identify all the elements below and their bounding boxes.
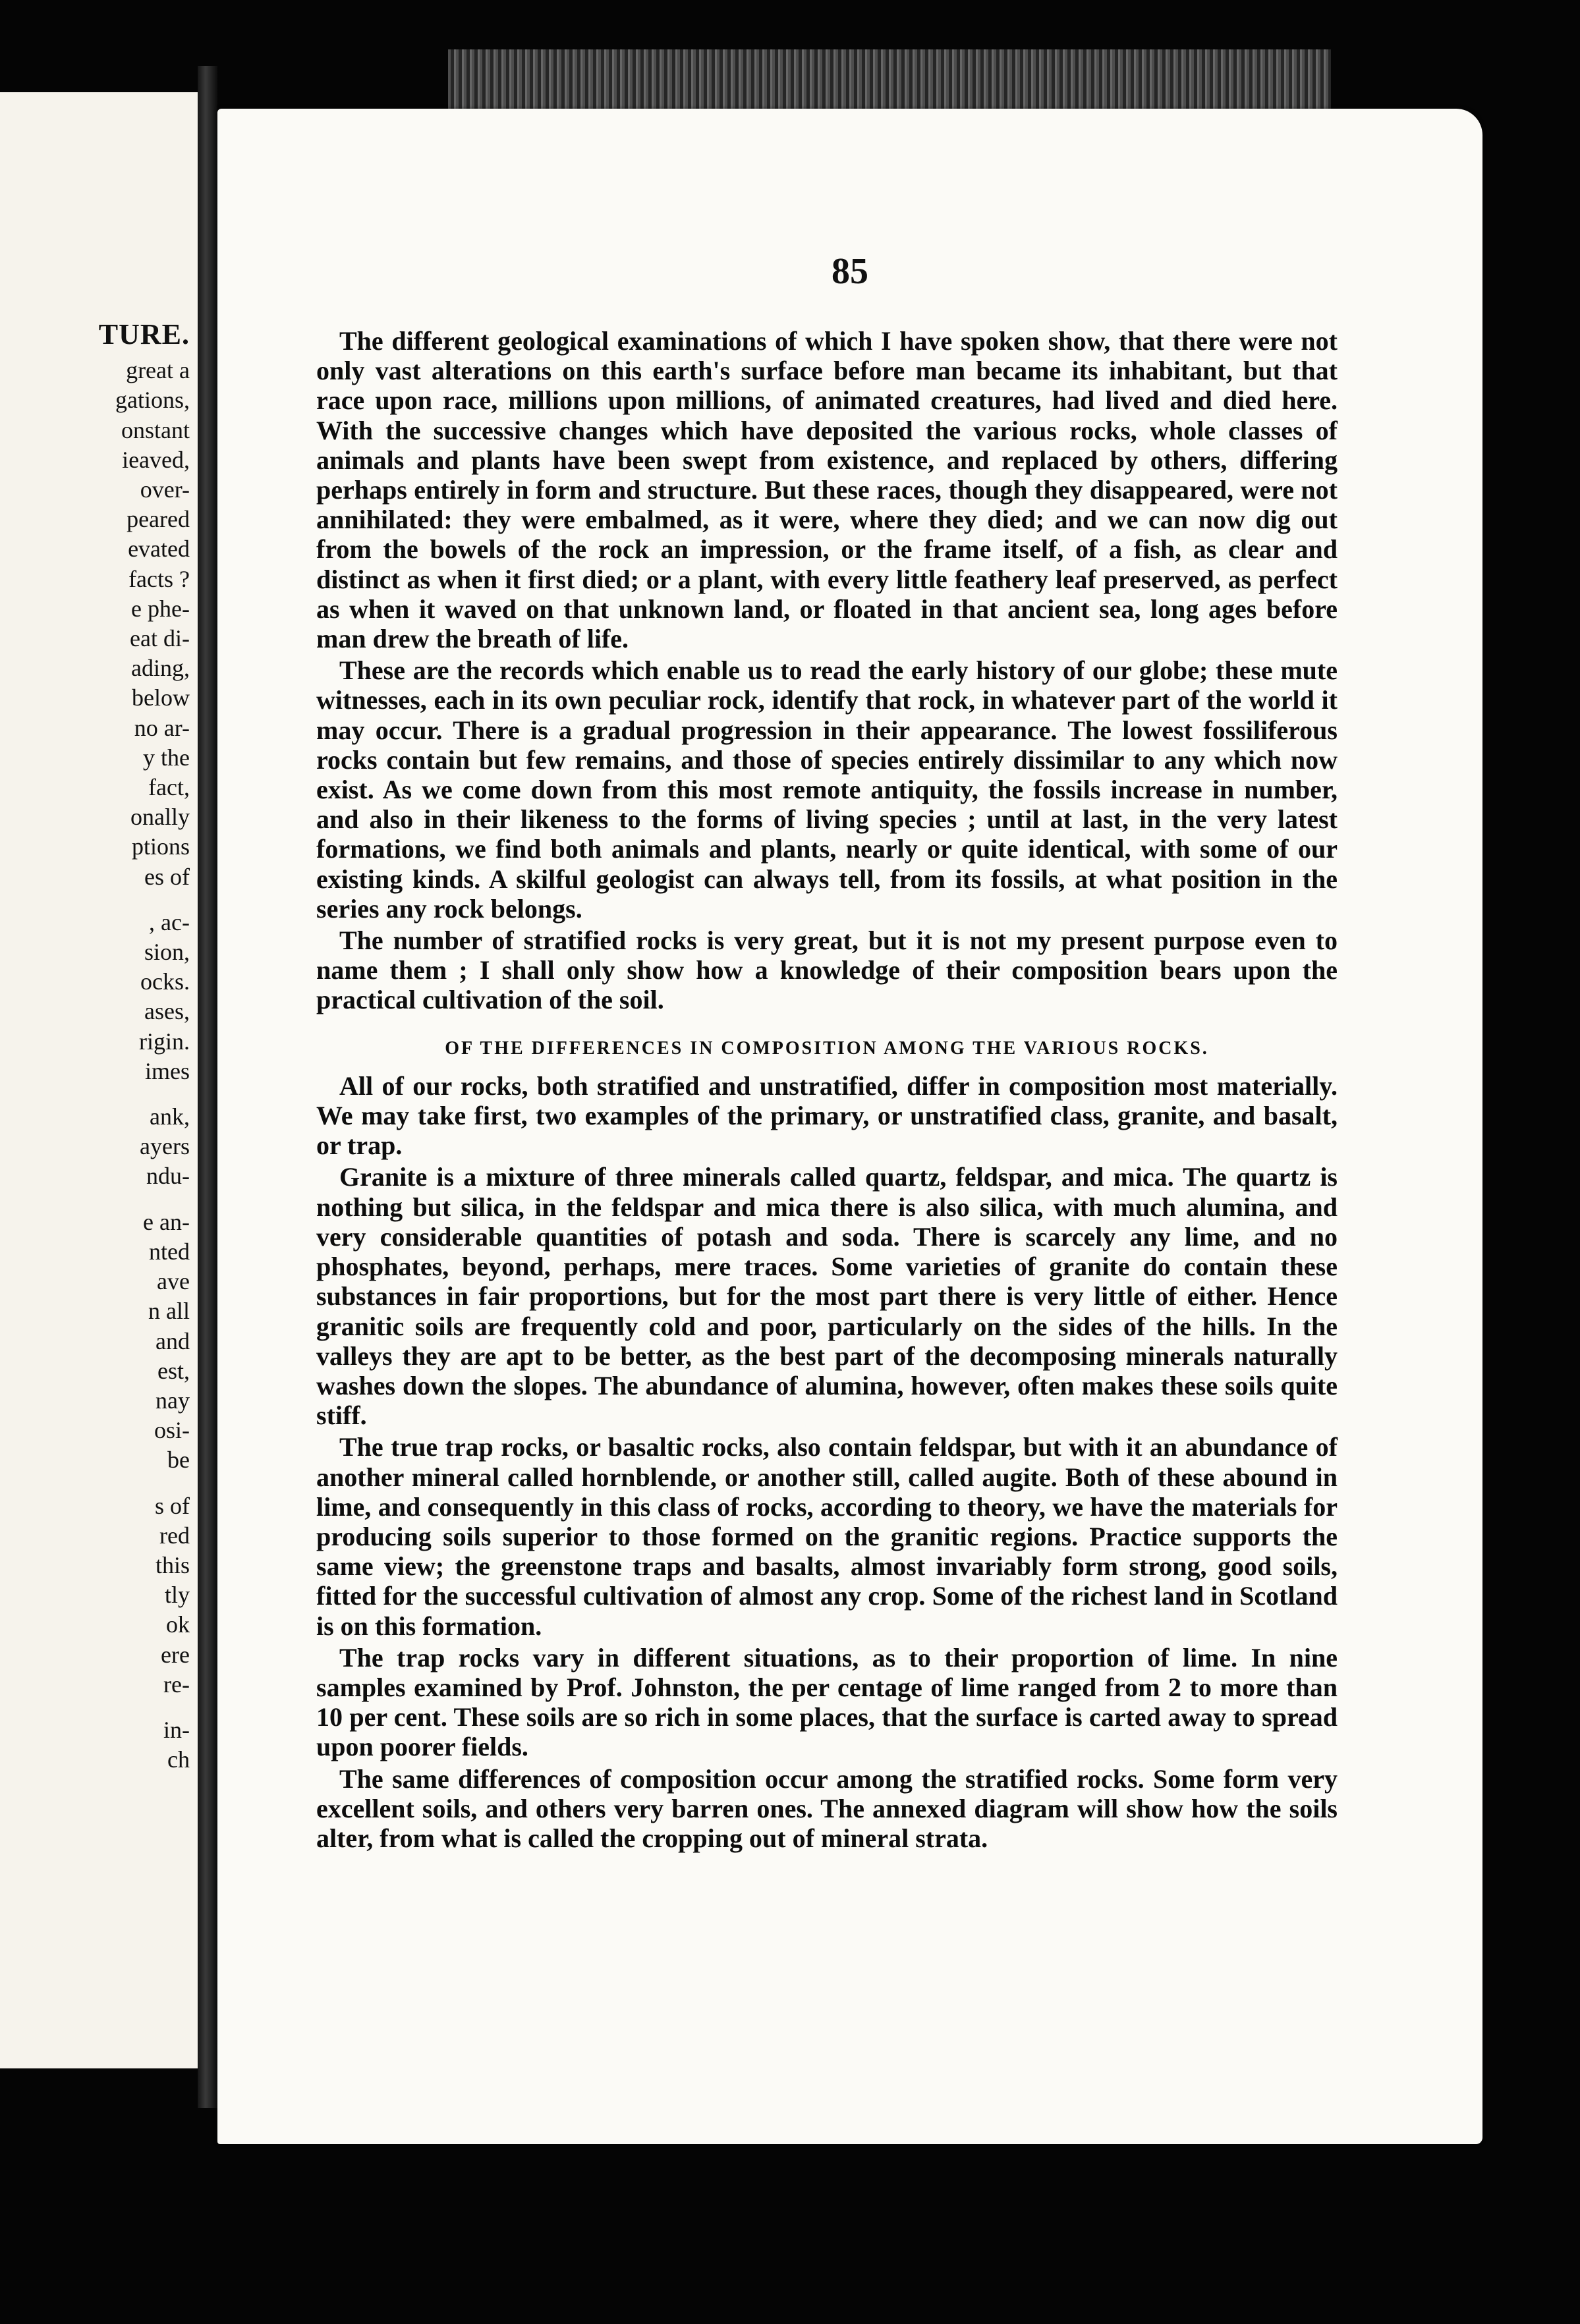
paragraph: All of our rocks, both stratified and unstratified, differ in composition most materially. We may take first, two examples of the primary, or unstratified class, granite, and basalt, or trap.: [316, 1070, 1338, 1161]
left-facing-page: [0, 92, 200, 2068]
left-page-line: and: [155, 1327, 190, 1354]
left-page-line: tly: [164, 1582, 190, 1609]
left-page-line: imes: [145, 1057, 190, 1084]
left-page-line: ayers: [140, 1133, 190, 1160]
left-page-line: in-: [163, 1716, 190, 1743]
paragraph: Granite is a mixture of three minerals called quartz, feldspar, and mica. The quartz is nothing but silica, in the feldspar and mica there is also silica, with much alumina, and very considerable quantities of potash and soda. There is scarcely any lime, and no phosphates, beyond, perhaps, mere traces. Some varieties of granite do contain these substances in fair proportions, but for the most part there is very little of either. Hence granitic soils are frequently cold and poor, particularly on the sides of the hills. In the valleys they are apt to be better, as the best part of the decomposing minerals naturally washes down the slopes. The abundance of alumina, however, often makes these soils quite stiff.: [316, 1162, 1338, 1431]
left-page-text: [99, 319, 190, 1775]
left-page-line: ieaved,: [122, 446, 190, 473]
left-page-line: no ar-: [134, 714, 190, 741]
left-page-line: ases,: [144, 998, 190, 1025]
left-page-line: gations,: [115, 387, 190, 414]
left-page-line: great a: [126, 357, 190, 384]
left-page-line: osi-: [154, 1417, 190, 1444]
left-page-line: peared: [127, 506, 190, 533]
left-page-gap: [99, 1700, 190, 1715]
left-page-line: s of: [155, 1492, 190, 1519]
left-page-line: be: [167, 1447, 190, 1474]
left-page-line: fact,: [148, 774, 190, 801]
paragraph: The same differences of composition occur among the stratified rocks. Some form very excellent soils, and others very barren ones. The annexed diagram will show how the soils alter, from what is called the cropping out of mineral strata.: [316, 1763, 1338, 1853]
left-page-line: nted: [149, 1238, 190, 1265]
left-page-line: e phe-: [131, 595, 190, 622]
left-page-line: ok: [166, 1611, 190, 1638]
left-page-gap: [99, 1476, 190, 1491]
left-page-line: eat di-: [130, 625, 190, 652]
page-body: [316, 326, 1338, 1855]
left-page-line: onstant: [121, 416, 190, 443]
left-page-line: nay: [155, 1387, 190, 1414]
left-page-line: ch: [167, 1746, 190, 1773]
left-page-line: ocks.: [140, 968, 190, 995]
book-binding: [198, 66, 217, 2108]
left-page-line: ave: [157, 1268, 190, 1295]
left-page-gap: [99, 1192, 190, 1207]
section-heading: OF THE DIFFERENCES IN COMPOSITION AMONG THE VARIOUS ROCKS.: [445, 1038, 1209, 1059]
left-page-line: es of: [144, 863, 190, 890]
page-number: 85: [832, 251, 868, 292]
left-page-line: e an-: [143, 1208, 190, 1235]
book-page: [217, 109, 1482, 2144]
left-page-line: evated: [128, 536, 190, 563]
left-page-line: facts ?: [128, 565, 190, 592]
left-page-line: n all: [148, 1298, 190, 1325]
paragraph: The trap rocks vary in different situations, as to their proportion of lime. In nine samples examined by Prof. Johnston, the per centage of lime ranged from 2 to more than 10 per cent. These soils are so rich in some places, that the surface is carted away to spread upon poorer fields.: [316, 1642, 1338, 1762]
left-page-line: ank,: [150, 1103, 190, 1130]
left-page-line: rigin.: [139, 1028, 190, 1055]
left-page-line: over-: [140, 476, 190, 503]
left-page-line: ptions: [131, 833, 190, 860]
left-page-line: y the: [143, 744, 190, 771]
left-page-line: , ac-: [149, 908, 190, 935]
left-page-line: re-: [163, 1671, 190, 1698]
paragraph: The different geological examinations of which I have spoken show, that there were not only vast alterations on this earth's surface before man became its inhabitant, but that race upon race, millions upon millions, of animated creatures, had lived and died here. With the successive changes which have deposited the various rocks, whole classes of animals and plants have been swept from existence, and replaced by others, differing perhaps entirely in form and structure. But these races, though they disappeared, were not annihilated: they were embalmed, as it were, where they died; and we can now dig out from the bowels of the rock an impression, or the frame itself, of a fish, as clear and distinct as when it first died; or a plant, with every little feathery leaf preserved, as perfect as when it waved on that unknown land, or floated in that ancient sea, long ages before man drew the breath of life.: [316, 326, 1338, 654]
left-page-heading: TURE.: [98, 318, 190, 350]
left-page-line: this: [155, 1551, 190, 1578]
left-page-line: red: [159, 1522, 190, 1549]
paragraph: The true trap rocks, or basaltic rocks, also contain feldspar, but with it an abundance of another mineral called hornblende, or another still, called augite. Both of these abound in lime, and consequently in this class of rocks, according to theory, we have the materials for producing soils superior to those formed on the granitic regions. Practice supports the same view; the greenstone traps and basalts, almost invariably form strong, good soils, fitted for the successful cultivation of almost any crop. Some of the richest land in Scotland is on this formation.: [316, 1432, 1338, 1641]
left-page-line: ading,: [131, 655, 190, 682]
left-page-line: sion,: [144, 939, 190, 966]
paragraph: These are the records which enable us to read the early history of our globe; these mute witnesses, each in its own peculiar rock, identify that rock, in whatever part of the world it may occur. There is a gradual progression in their appearance. The lowest fossiliferous rocks contain but few remains, and those of species entirely dissimilar to any which now exist. As we come down from this most remote antiquity, the fossils increase in number, and also in their likeness to the forms of living species ; until at last, in the very latest formations, we find both animals and plants, nearly or quite identical, with some of our existing kinds. A skilful geologist can always tell, from its fossils, at what position in the series any rock belongs.: [316, 655, 1338, 924]
left-page-line: below: [132, 684, 190, 711]
paragraph: The number of stratified rocks is very great, but it is not my present purpose even to name them ; I shall only show how a knowledge of their composition bears upon the practical cultivation of the soil.: [316, 926, 1338, 1015]
left-page-line: est,: [157, 1357, 190, 1384]
left-page-line: ndu-: [146, 1163, 190, 1190]
left-page-line: onally: [130, 804, 190, 831]
left-page-gap: [99, 892, 190, 908]
left-page-line: ere: [161, 1641, 190, 1668]
left-page-gap: [99, 1086, 190, 1102]
